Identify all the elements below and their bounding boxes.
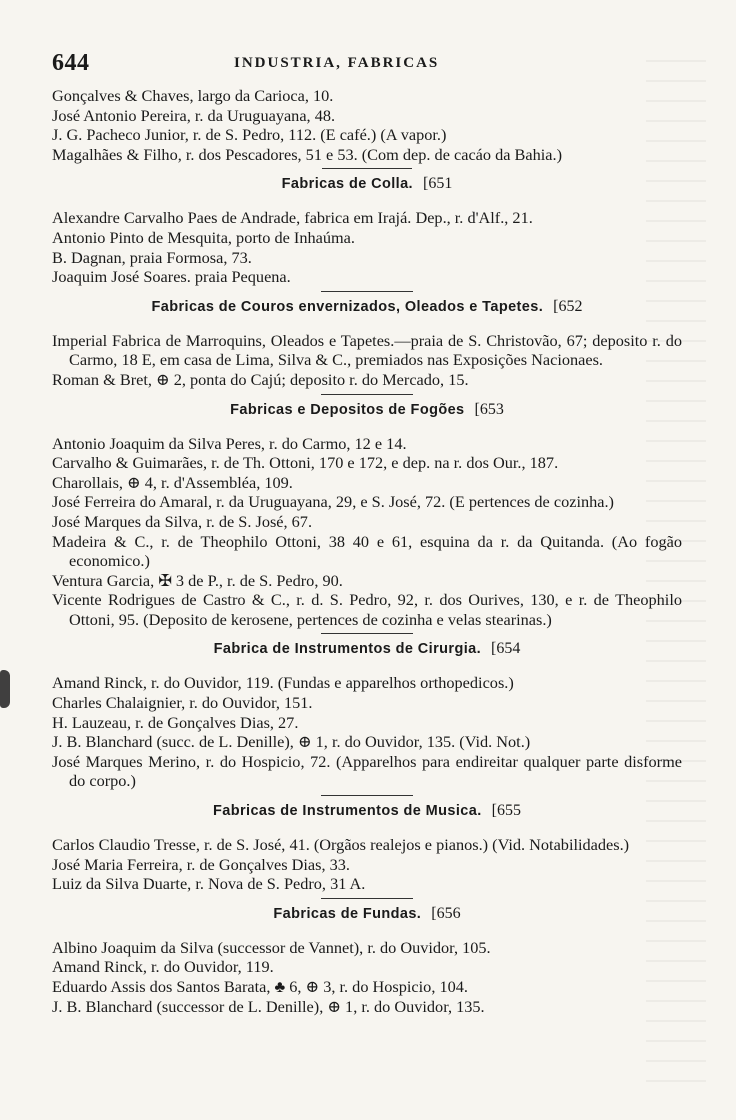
section-heading-652 xyxy=(52,291,682,329)
section-heading-654 xyxy=(52,633,682,671)
section-heading-656 xyxy=(52,898,682,936)
divider xyxy=(321,633,413,634)
section-heading-651 xyxy=(52,168,682,206)
page xyxy=(52,50,682,1016)
section-entries-654 xyxy=(52,673,682,791)
divider xyxy=(321,394,413,395)
section-number: [655 xyxy=(491,802,521,820)
section-heading-655 xyxy=(52,795,682,833)
list-item: Ventura Garcia, ✠ 3 de P., r. de S. Pedro, 90. xyxy=(52,570,343,590)
section-entries-656 xyxy=(52,938,682,1016)
section-title: Fabrica de Instrumentos de Cirurgia. xyxy=(213,641,482,658)
list-item: Charollais, ⊕ 4, r. d'Assembléa, 109. xyxy=(52,472,293,492)
section-number: [656 xyxy=(431,904,461,922)
list-item: Gonçalves & Chaves, largo da Carioca, 10. xyxy=(52,86,334,105)
section-title: Fabricas de Colla. xyxy=(281,176,413,193)
section-title: Fabricas e Depositos de Fogões xyxy=(230,401,465,418)
list-item: Carvalho & Guimarães, r. de Th. Ottoni, 170 e 172, e dep. na r. dos Our., 187. xyxy=(52,453,559,473)
section-entries-655 xyxy=(52,835,682,894)
page-number: 644 xyxy=(52,50,90,76)
list-item: J. G. Pacheco Junior, r. de S. Pedro, 112. (E café.) (A vapor.) xyxy=(52,125,447,145)
list-item: Antonio Pinto de Mesquita, porto de Inhaúma. xyxy=(52,227,355,247)
section-title: Fabricas de Couros envernizados, Oleados e Tapetes. xyxy=(151,298,544,315)
page-header xyxy=(52,50,682,86)
section-heading-653 xyxy=(52,394,682,432)
running-head: INDUSTRIA, FABRICAS xyxy=(234,55,440,71)
list-item: José Marques Merino, r. do Hospicio, 72. (Apparelhos para endireitar qualquer parte disforme do corpo.) xyxy=(52,751,682,791)
section-number: [652 xyxy=(553,297,583,315)
list-item: Amand Rinck, r. do Ouvidor, 119. xyxy=(52,957,274,977)
list-item: Charles Chalaignier, r. do Ouvidor, 151. xyxy=(52,693,313,713)
list-item: Amand Rinck, r. do Ouvidor, 119. (Fundas e apparelhos orthopedicos.) xyxy=(52,673,514,693)
list-item: H. Lauzeau, r. de Gonçalves Dias, 27. xyxy=(52,712,299,732)
list-item: J. B. Blanchard (successor de L. Denille), ⊕ 1, r. do Ouvidor, 135. xyxy=(52,996,485,1016)
divider xyxy=(322,168,412,169)
section-title: Fabricas de Fundas. xyxy=(273,905,422,922)
list-item: Vicente Rodrigues de Castro & C., r. d. S. Pedro, 92, r. dos Ourives, 130, e r. de Theophilo Ottoni, 95. (Deposito de kerosene, pertences de cozinha e velas stearinas.) xyxy=(52,590,682,629)
section-number: [651 xyxy=(422,175,453,193)
intro-entries xyxy=(52,86,682,164)
list-item: Imperial Fabrica de Marroquins, Oleados e Tapetes.—praia de S. Christovão, 67; deposito r. do Carmo, 18 E, em casa de Lima, Silva & C., premiados nas Exposições Nacionaes. xyxy=(52,330,682,370)
divider xyxy=(321,291,413,292)
list-item: Carlos Claudio Tresse, r. de S. José, 41. (Orgãos realejos e pianos.) (Vid. Notabilidades.) xyxy=(52,835,630,855)
section-title: Fabricas de Instrumentos de Musica. xyxy=(213,803,482,820)
divider xyxy=(321,898,413,899)
list-item: Madeira & C., r. de Theophilo Ottoni, 38 40 e 61, esquina da r. da Quitanda. (Ao fogão economico.) xyxy=(52,531,682,571)
section-entries-652 xyxy=(52,331,682,390)
list-item: Antonio Joaquim da Silva Peres, r. do Carmo, 12 e 14. xyxy=(52,433,407,453)
list-item: B. Dagnan, praia Formosa, 73. xyxy=(52,247,252,267)
list-item: José Marques da Silva, r. de S. José, 67. xyxy=(52,511,313,531)
list-item: Joaquim José Soares. praia Pequena. xyxy=(52,267,291,287)
section-entries-653 xyxy=(52,434,682,630)
list-item: José Maria Ferreira, r. de Gonçalves Dias, 33. xyxy=(52,854,350,874)
list-item: Alexandre Carvalho Paes de Andrade, fabrica em Irajá. Dep., r. d'Alf., 21. xyxy=(52,208,533,228)
list-item: Roman & Bret, ⊕ 2, ponta do Cajú; deposito r. do Mercado, 15. xyxy=(52,369,469,389)
page-edge-mark xyxy=(0,670,10,708)
list-item: Magalhães & Filho, r. dos Pescadores, 51 e 53. (Com dep. de cacáo da Bahia.) xyxy=(52,144,563,164)
list-item: José Ferreira do Amaral, r. da Uruguayana, 29, e S. José, 72. (E pertences de cozinha.) xyxy=(52,492,614,512)
section-number: [654 xyxy=(491,640,521,658)
list-item: Albino Joaquim da Silva (successor de Vannet), r. do Ouvidor, 105. xyxy=(52,937,491,957)
list-item: Luiz da Silva Duarte, r. Nova de S. Pedro, 31 A. xyxy=(52,874,366,894)
list-item: J. B. Blanchard (succ. de L. Denille), ⊕ 1, r. do Ouvidor, 135. (Vid. Not.) xyxy=(52,732,531,752)
section-entries-651 xyxy=(52,208,682,286)
list-item: José Antonio Pereira, r. da Uruguayana, 48. xyxy=(52,105,336,125)
divider xyxy=(321,795,413,796)
section-number: [653 xyxy=(474,400,504,418)
list-item: Eduardo Assis dos Santos Barata, ♣ 6, ⊕ 3, r. do Hospicio, 104. xyxy=(52,977,468,996)
